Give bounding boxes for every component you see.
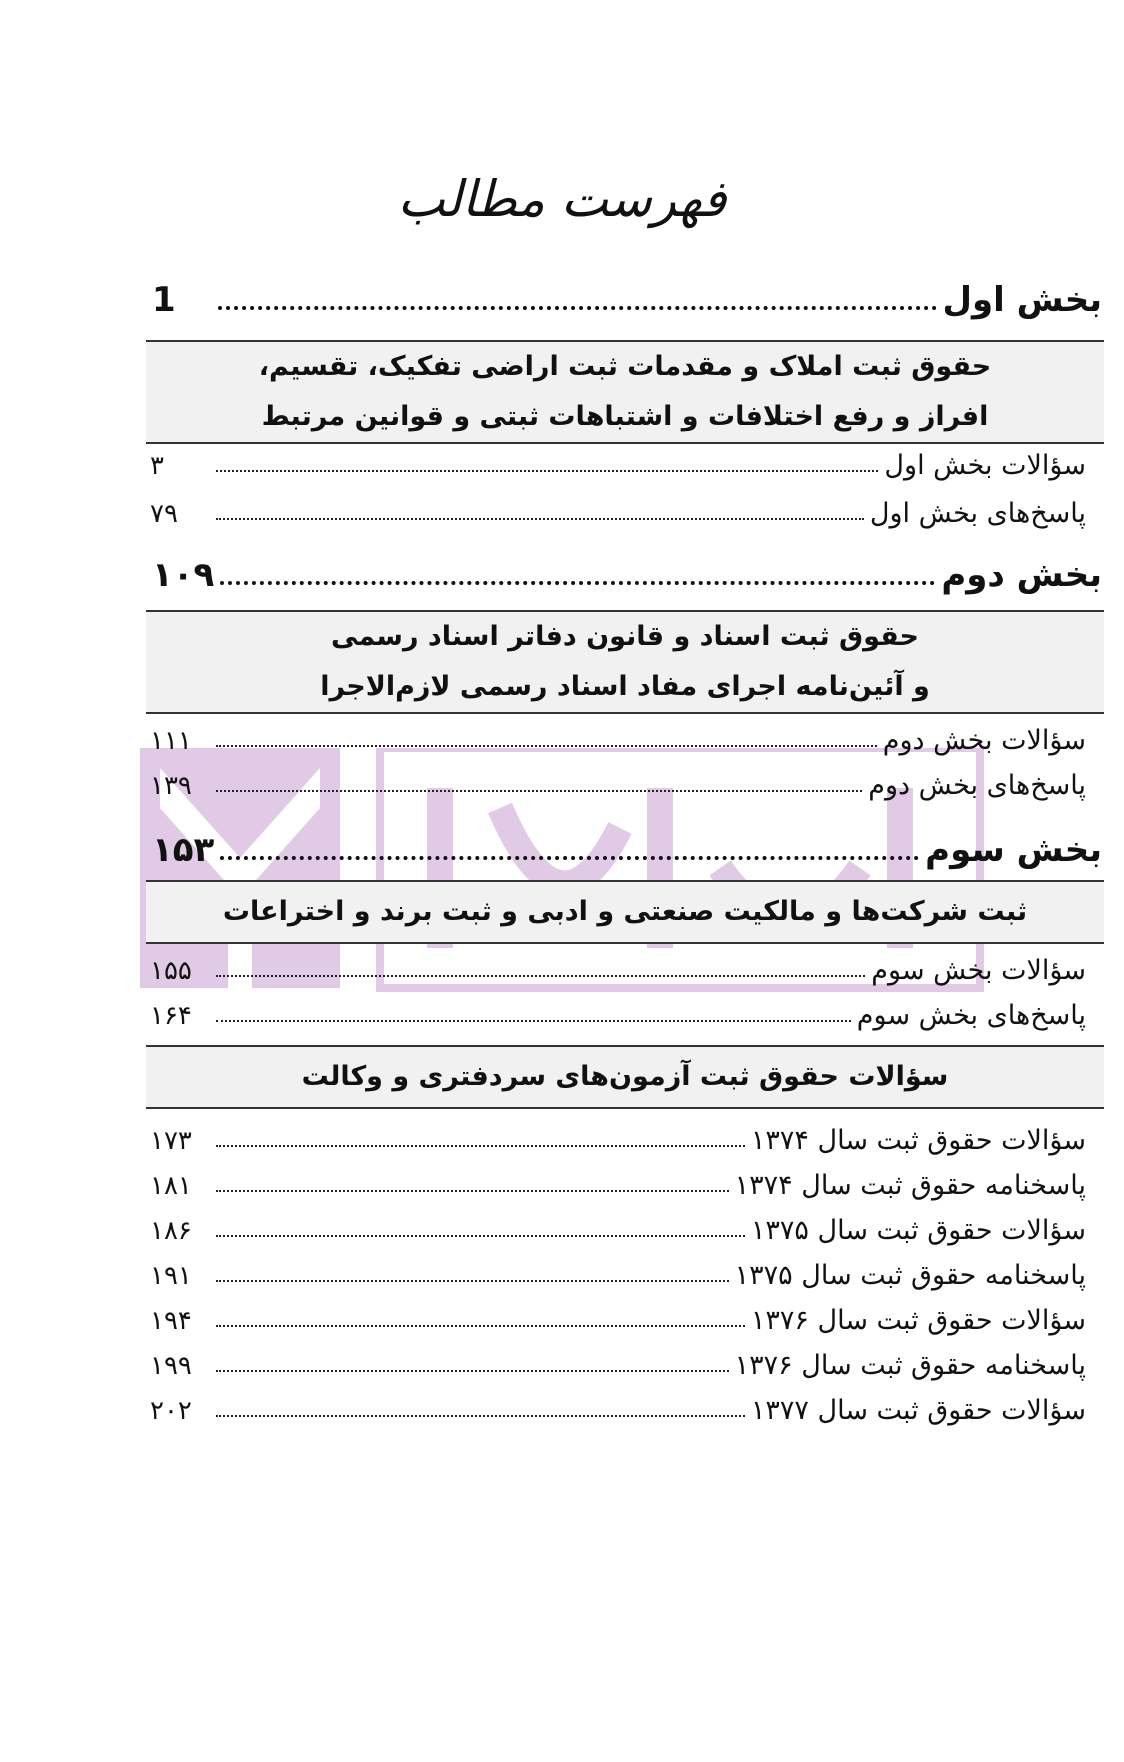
leader-dots bbox=[216, 1235, 745, 1237]
part-label: بخش دوم bbox=[941, 555, 1102, 595]
part-row[interactable] bbox=[152, 280, 1102, 320]
toc-entry[interactable] bbox=[150, 1305, 1086, 1336]
toc-entry[interactable] bbox=[150, 450, 1086, 481]
part-row[interactable] bbox=[152, 830, 1102, 870]
toc-entry[interactable] bbox=[150, 1170, 1086, 1201]
leader-dots bbox=[216, 1325, 745, 1327]
leader-dots bbox=[220, 581, 935, 585]
page-number: ۱۵۵ bbox=[150, 956, 192, 986]
entry-label: پاسخنامه حقوق ثبت سال ۱۳۷۶ bbox=[734, 1350, 1086, 1381]
toc-entry[interactable] bbox=[150, 1260, 1086, 1291]
toc-entry[interactable] bbox=[150, 1000, 1086, 1031]
section-heading-line: سؤالات حقوق ثبت آزمون‌های سردفتری و وکالت bbox=[301, 1061, 949, 1092]
page-number: ۱۶۴ bbox=[150, 1001, 192, 1031]
entry-label: سؤالات حقوق ثبت سال ۱۳۷۵ bbox=[750, 1215, 1086, 1246]
leader-dots bbox=[216, 1145, 745, 1147]
section-heading-line: ثبت شرکت‌ها و مالکیت صنعتی و ادبی و ثبت برند و اختراعات bbox=[222, 896, 1028, 927]
part-label: بخش سوم bbox=[925, 830, 1102, 870]
leader-dots bbox=[216, 1190, 729, 1192]
leader-dots bbox=[216, 975, 865, 977]
page-number: ۱۸۶ bbox=[150, 1216, 192, 1246]
leader-dots bbox=[216, 1370, 729, 1372]
page-number: ۱۷۳ bbox=[150, 1126, 192, 1156]
entry-label: پاسخ‌های بخش دوم bbox=[868, 770, 1086, 801]
page-number: ۱۳۹ bbox=[150, 771, 192, 801]
section-heading-line: افراز و رفع اختلافات و اشتباهات ثبتی و قوانین مرتبط bbox=[261, 401, 989, 432]
toc-entry[interactable] bbox=[150, 1395, 1086, 1426]
page-number: ۱۰۹ bbox=[152, 555, 215, 595]
toc-entry[interactable] bbox=[150, 1350, 1086, 1381]
page-number: ۲۰۲ bbox=[150, 1396, 192, 1426]
toc-entry[interactable] bbox=[150, 725, 1086, 756]
entry-label: سؤالات بخش سوم bbox=[871, 955, 1086, 986]
toc-entry[interactable] bbox=[150, 1125, 1086, 1156]
page-title: فهرست مطالب bbox=[397, 170, 727, 228]
leader-dots bbox=[218, 306, 937, 310]
section-heading bbox=[146, 610, 1104, 714]
page-number: ۱۹۱ bbox=[150, 1261, 192, 1291]
section-heading-line: و آئین‌نامه اجرای مفاد اسناد رسمی لازم‌الاجرا bbox=[320, 671, 930, 702]
leader-dots bbox=[216, 790, 862, 792]
toc-entry[interactable] bbox=[150, 770, 1086, 801]
leader-dots bbox=[216, 745, 877, 747]
section-heading bbox=[146, 1045, 1104, 1109]
page-number: ۱۹۹ bbox=[150, 1351, 192, 1381]
entry-label: پاسخ‌های بخش سوم bbox=[856, 1000, 1086, 1031]
leader-dots bbox=[216, 1415, 745, 1417]
page-number: ۱۵۳ bbox=[152, 830, 215, 870]
leader-dots bbox=[216, 470, 878, 472]
entry-label: پاسخنامه حقوق ثبت سال ۱۳۷۵ bbox=[734, 1260, 1086, 1291]
page-number: ۱۸۱ bbox=[150, 1171, 192, 1201]
page-number: ۱۹۴ bbox=[150, 1306, 192, 1336]
page-number: ۷۹ bbox=[150, 499, 178, 529]
section-heading-line: حقوق ثبت املاک و مقدمات ثبت اراضی تفکیک، تقسیم، bbox=[258, 351, 992, 382]
entry-label: پاسخنامه حقوق ثبت سال ۱۳۷۴ bbox=[734, 1170, 1086, 1201]
toc-entry[interactable] bbox=[150, 498, 1086, 529]
entry-label: سؤالات بخش دوم bbox=[882, 725, 1086, 756]
entry-label: پاسخ‌های بخش اول bbox=[869, 498, 1086, 529]
entry-label: سؤالات حقوق ثبت سال ۱۳۷۷ bbox=[750, 1395, 1086, 1426]
part-label: بخش اول bbox=[942, 280, 1102, 320]
section-heading-line: حقوق ثبت اسناد و قانون دفاتر اسناد رسمی bbox=[331, 621, 919, 652]
leader-dots bbox=[216, 1280, 729, 1282]
leader-dots bbox=[216, 518, 864, 520]
part-row[interactable] bbox=[152, 555, 1102, 595]
leader-dots bbox=[220, 856, 919, 860]
page-number: ۳ bbox=[150, 451, 164, 481]
section-heading bbox=[146, 340, 1104, 444]
page-number: 1 bbox=[152, 280, 176, 320]
leader-dots bbox=[216, 1020, 851, 1022]
entry-label: سؤالات حقوق ثبت سال ۱۳۷۶ bbox=[750, 1305, 1086, 1336]
page-number: ۱۱۱ bbox=[150, 726, 192, 756]
entry-label: سؤالات بخش اول bbox=[884, 450, 1086, 481]
section-heading bbox=[146, 880, 1104, 944]
toc-entry[interactable] bbox=[150, 955, 1086, 986]
entry-label: سؤالات حقوق ثبت سال ۱۳۷۴ bbox=[750, 1125, 1086, 1156]
toc-entry[interactable] bbox=[150, 1215, 1086, 1246]
